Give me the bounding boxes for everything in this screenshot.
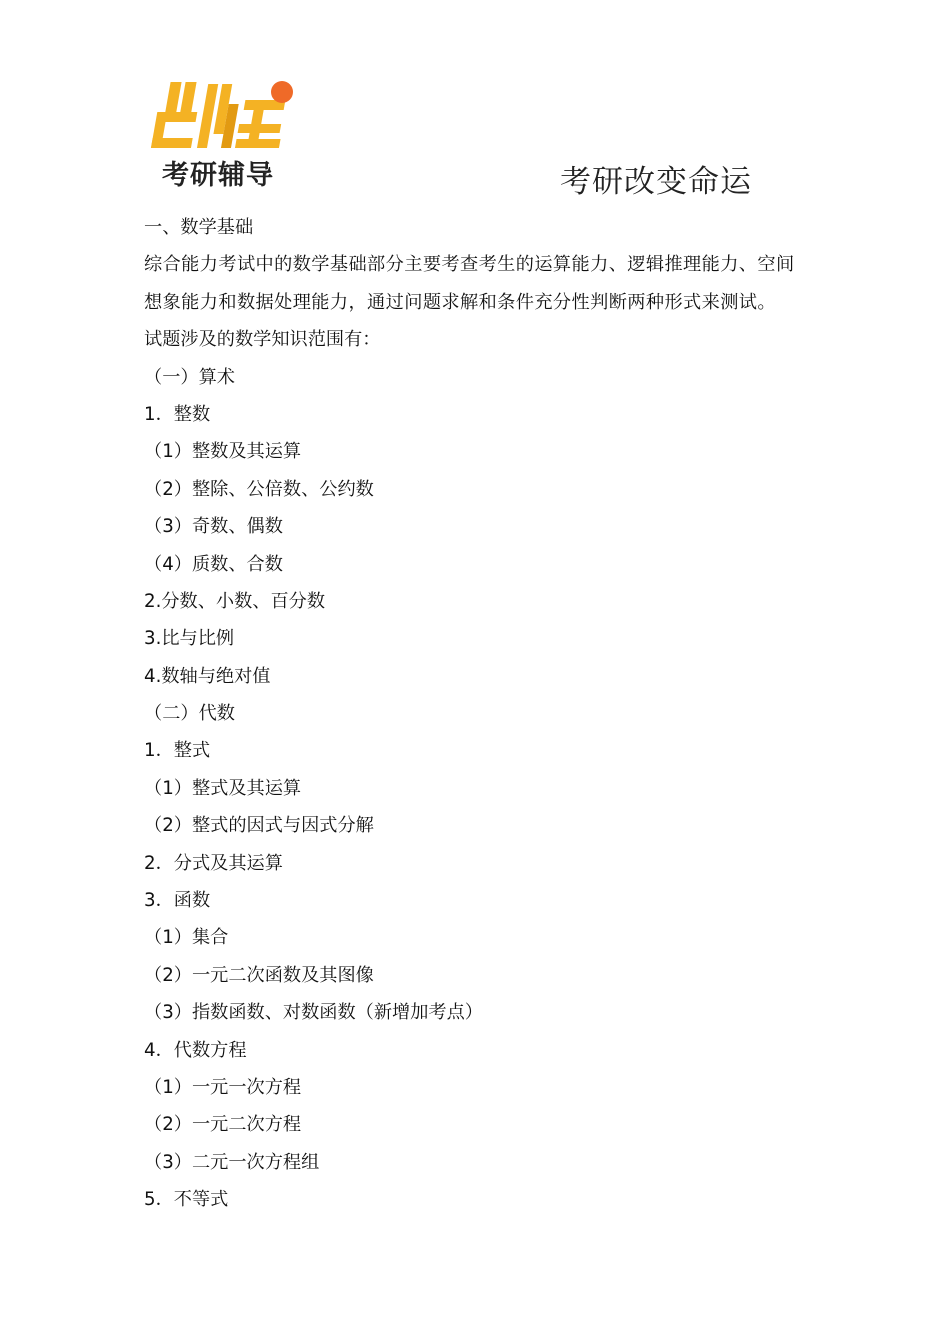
list-item: 4.数轴与绝对值 bbox=[144, 665, 271, 687]
paragraph-line: 综合能力考试中的数学基础部分主要考查考生的运算能力、逻辑推理能力、空间 bbox=[144, 254, 795, 276]
list-item: 2．分式及其运算 bbox=[144, 852, 283, 874]
list-item: 4．代数方程 bbox=[144, 1039, 247, 1061]
list-item: （3）奇数、偶数 bbox=[144, 516, 283, 538]
paragraph-line: 想象能力和数据处理能力，通过问题求解和条件充分性判断两种形式来测试。 bbox=[144, 291, 776, 313]
orange-dot-icon bbox=[271, 81, 293, 103]
list-item: （2）整式的因式与因式分解 bbox=[144, 815, 374, 837]
list-item: 3．函数 bbox=[144, 890, 211, 912]
section-heading: 一、数学基础 bbox=[144, 217, 254, 238]
list-item: 2.分数、小数、百分数 bbox=[144, 590, 326, 612]
list-item: （1）整数及其运算 bbox=[144, 441, 302, 463]
brand-logo bbox=[150, 74, 302, 196]
list-item: （2）整除、公倍数、公约数 bbox=[144, 478, 374, 500]
list-item: （3）二元一次方程组 bbox=[144, 1151, 320, 1173]
list-item: 5．不等式 bbox=[144, 1189, 229, 1211]
logo-subtitle: 考研辅导 bbox=[162, 160, 274, 191]
list-item: （1）一元一次方程 bbox=[144, 1076, 302, 1098]
subsection-heading: （二）代数 bbox=[144, 703, 235, 725]
brand-wordmark-icon bbox=[150, 74, 302, 158]
list-item: （4）质数、合数 bbox=[144, 553, 283, 575]
slogan-heading: 考研改变命运 bbox=[560, 164, 752, 200]
list-item: 3.比与比例 bbox=[144, 628, 235, 650]
document-body bbox=[144, 209, 814, 1219]
list-item: （1）整式及其运算 bbox=[144, 777, 302, 799]
list-item: 1．整式 bbox=[144, 740, 211, 762]
paragraph-line: 试题涉及的数学知识范围有： bbox=[144, 329, 381, 351]
list-item: （2）一元二次方程 bbox=[144, 1114, 302, 1136]
list-item: （3）指数函数、对数函数（新增加考点） bbox=[144, 1002, 483, 1024]
list-item: （2）一元二次函数及其图像 bbox=[144, 964, 374, 986]
list-item: 1．整数 bbox=[144, 403, 211, 425]
list-item: （1）集合 bbox=[144, 927, 229, 949]
subsection-heading: （一）算术 bbox=[144, 366, 235, 388]
